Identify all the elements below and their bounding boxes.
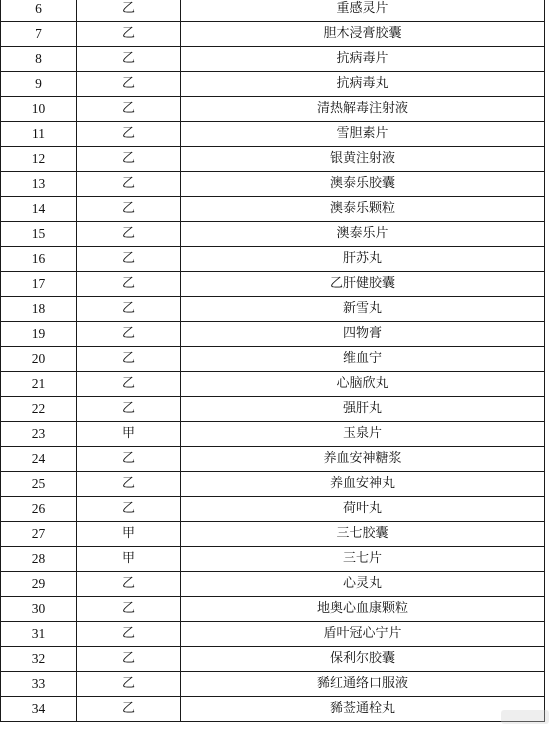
table-row — [1, 597, 545, 622]
grade-cell: 乙 — [77, 72, 181, 97]
grade-cell: 乙 — [77, 47, 181, 72]
drug-name-cell: 养血安神丸 — [181, 472, 545, 497]
drug-name-cell: 雪胆素片 — [181, 122, 545, 147]
drug-name-cell: 玉泉片 — [181, 422, 545, 447]
row-number-cell: 17 — [1, 272, 77, 297]
table-row — [1, 47, 545, 72]
table-row — [1, 672, 545, 697]
row-number-cell: 16 — [1, 247, 77, 272]
table-row — [1, 422, 545, 447]
grade-cell: 甲 — [77, 522, 181, 547]
grade-cell: 甲 — [77, 547, 181, 572]
row-number-cell: 10 — [1, 97, 77, 122]
table-row — [1, 572, 545, 597]
grade-cell: 乙 — [77, 0, 181, 22]
table-row — [1, 622, 545, 647]
table-row — [1, 22, 545, 47]
grade-cell: 乙 — [77, 172, 181, 197]
row-number-cell: 9 — [1, 72, 77, 97]
row-number-cell: 19 — [1, 322, 77, 347]
grade-cell: 乙 — [77, 447, 181, 472]
row-number-cell: 14 — [1, 197, 77, 222]
grade-cell: 乙 — [77, 372, 181, 397]
table-row — [1, 247, 545, 272]
drug-name-cell: 乙肝健胶囊 — [181, 272, 545, 297]
drug-name-cell: 地奥心血康颗粒 — [181, 597, 545, 622]
drug-name-cell: 强肝丸 — [181, 397, 545, 422]
row-number-cell: 24 — [1, 447, 77, 472]
grade-cell: 乙 — [77, 272, 181, 297]
table-row — [1, 647, 545, 672]
table-row — [1, 347, 545, 372]
row-number-cell: 20 — [1, 347, 77, 372]
grade-cell: 乙 — [77, 147, 181, 172]
table-row — [1, 0, 545, 22]
table-row — [1, 472, 545, 497]
drug-name-cell: 维血宁 — [181, 347, 545, 372]
grade-cell: 乙 — [77, 697, 181, 722]
grade-cell: 甲 — [77, 422, 181, 447]
grade-cell: 乙 — [77, 397, 181, 422]
drug-name-cell: 银黄注射液 — [181, 147, 545, 172]
table-row — [1, 372, 545, 397]
drug-name-cell: 保利尔胶囊 — [181, 647, 545, 672]
drug-name-cell: 澳泰乐颗粒 — [181, 197, 545, 222]
row-number-cell: 26 — [1, 497, 77, 522]
table-row — [1, 197, 545, 222]
grade-cell: 乙 — [77, 597, 181, 622]
row-number-cell: 6 — [1, 0, 77, 22]
row-number-cell: 34 — [1, 697, 77, 722]
table-row — [1, 497, 545, 522]
drug-name-cell: 三七片 — [181, 547, 545, 572]
drug-name-cell: 新雪丸 — [181, 297, 545, 322]
row-number-cell: 25 — [1, 472, 77, 497]
table-row — [1, 147, 545, 172]
table-row — [1, 522, 545, 547]
grade-cell: 乙 — [77, 572, 181, 597]
grade-cell: 乙 — [77, 472, 181, 497]
row-number-cell: 21 — [1, 372, 77, 397]
drug-name-cell: 养血安神糖浆 — [181, 447, 545, 472]
table-row — [1, 447, 545, 472]
grade-cell: 乙 — [77, 22, 181, 47]
drug-name-cell: 澳泰乐胶囊 — [181, 172, 545, 197]
table-row — [1, 297, 545, 322]
row-number-cell: 33 — [1, 672, 77, 697]
row-number-cell: 8 — [1, 47, 77, 72]
grade-cell: 乙 — [77, 672, 181, 697]
row-number-cell: 12 — [1, 147, 77, 172]
drug-name-cell: 重感灵片 — [181, 0, 545, 22]
drug-name-cell: 抗病毒丸 — [181, 72, 545, 97]
grade-cell: 乙 — [77, 247, 181, 272]
grade-cell: 乙 — [77, 122, 181, 147]
row-number-cell: 13 — [1, 172, 77, 197]
grade-cell: 乙 — [77, 97, 181, 122]
table-row — [1, 122, 545, 147]
row-number-cell: 32 — [1, 647, 77, 672]
drug-name-cell: 三七胶囊 — [181, 522, 545, 547]
drug-name-cell: 澳泰乐片 — [181, 222, 545, 247]
row-number-cell: 28 — [1, 547, 77, 572]
grade-cell: 乙 — [77, 297, 181, 322]
grade-cell: 乙 — [77, 347, 181, 372]
table-row — [1, 272, 545, 297]
drug-table-body — [1, 0, 545, 722]
table-row — [1, 322, 545, 347]
row-number-cell: 15 — [1, 222, 77, 247]
drug-name-cell: 四物膏 — [181, 322, 545, 347]
table-row — [1, 97, 545, 122]
table-row — [1, 547, 545, 572]
drug-name-cell: 清热解毒注射液 — [181, 97, 545, 122]
drug-name-cell: 荷叶丸 — [181, 497, 545, 522]
drug-name-cell: 心脑欣丸 — [181, 372, 545, 397]
row-number-cell: 22 — [1, 397, 77, 422]
grade-cell: 乙 — [77, 322, 181, 347]
grade-cell: 乙 — [77, 497, 181, 522]
grade-cell: 乙 — [77, 197, 181, 222]
row-number-cell: 11 — [1, 122, 77, 147]
drug-name-cell: 胆木浸膏胶囊 — [181, 22, 545, 47]
drug-name-cell: 豨莶通栓丸 — [181, 697, 545, 722]
row-number-cell: 7 — [1, 22, 77, 47]
drug-name-cell: 盾叶冠心宁片 — [181, 622, 545, 647]
drug-name-cell: 抗病毒片 — [181, 47, 545, 72]
table-row — [1, 697, 545, 722]
drug-name-cell: 心灵丸 — [181, 572, 545, 597]
grade-cell: 乙 — [77, 647, 181, 672]
row-number-cell: 30 — [1, 597, 77, 622]
grade-cell: 乙 — [77, 222, 181, 247]
drug-name-cell: 豨红通络口服液 — [181, 672, 545, 697]
table-row — [1, 222, 545, 247]
row-number-cell: 27 — [1, 522, 77, 547]
table-row — [1, 172, 545, 197]
table-row — [1, 397, 545, 422]
row-number-cell: 29 — [1, 572, 77, 597]
grade-cell: 乙 — [77, 622, 181, 647]
drug-name-cell: 肝苏丸 — [181, 247, 545, 272]
table-row — [1, 72, 545, 97]
row-number-cell: 18 — [1, 297, 77, 322]
row-number-cell: 31 — [1, 622, 77, 647]
watermark-logo — [500, 706, 550, 728]
row-number-cell: 23 — [1, 422, 77, 447]
